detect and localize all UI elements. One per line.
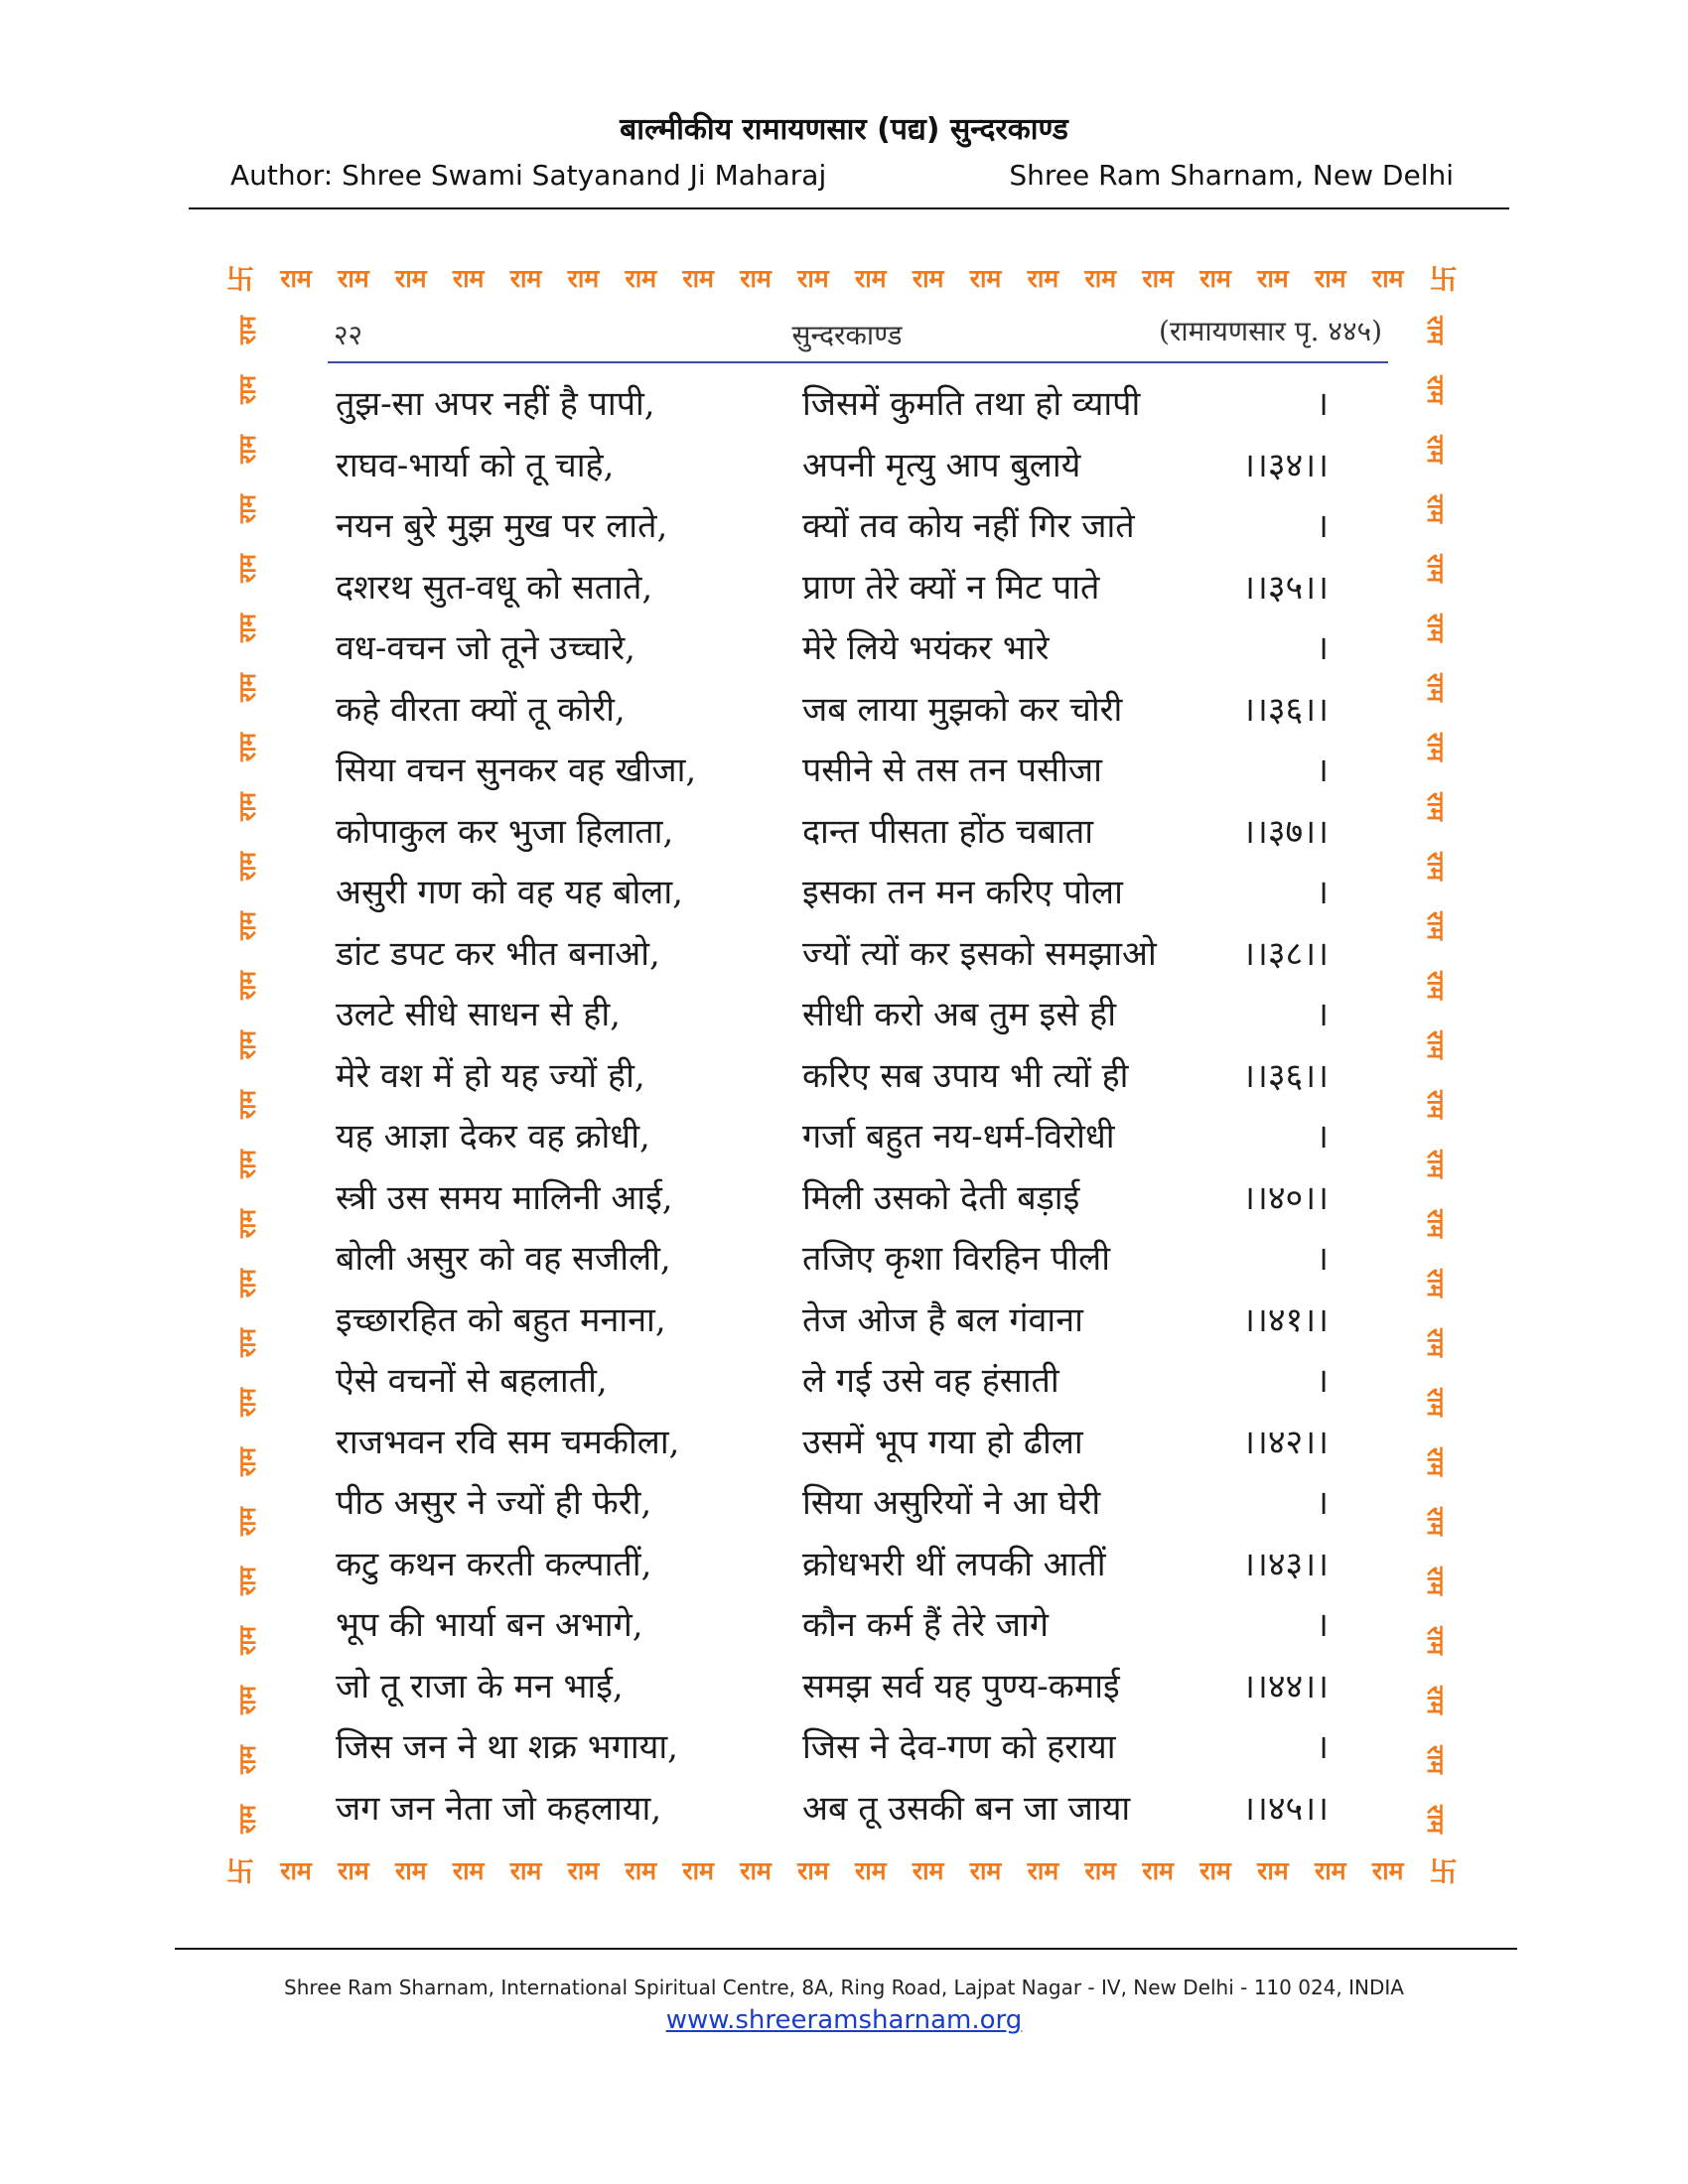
border-word: राम <box>1422 434 1450 464</box>
border-word: राम <box>234 315 262 344</box>
swastika-icon: 卐 <box>1429 1855 1458 1888</box>
border-word: राम <box>1422 493 1450 523</box>
border-word: राम <box>969 264 1002 293</box>
border-word: राम <box>625 1856 657 1885</box>
border-word: राम <box>234 1268 262 1297</box>
border-word: राम <box>1422 851 1450 881</box>
border-word: राम <box>1027 264 1059 293</box>
verse-second-half: दान्त पीसता होंठ चबाता <box>802 811 1094 852</box>
border-word: राम <box>1422 1387 1450 1417</box>
border-word: राम <box>625 264 657 293</box>
border-word: राम <box>1422 1327 1450 1357</box>
border-word: राम <box>234 1327 262 1357</box>
border-word: राम <box>1199 1856 1231 1885</box>
border-word: राम <box>234 374 262 404</box>
verse-number: । <box>1316 1361 1329 1401</box>
page-header <box>306 310 1388 353</box>
border-word: राम <box>1422 1625 1450 1655</box>
verse-line <box>306 675 1388 737</box>
verse-number: ।।३७।। <box>1242 811 1329 852</box>
verse-second-half: मिली उसको देती बड़ाई <box>802 1177 1080 1218</box>
verse-line <box>306 1530 1388 1591</box>
verse-number: ।।३४।। <box>1242 445 1329 485</box>
border-word: राम <box>509 1856 542 1885</box>
verse-second-half: अपनी मृत्यु आप बुलाये <box>802 445 1081 485</box>
verse-number: । <box>1316 506 1329 546</box>
verse-second-half: करिए सब उपाय भी त्यों ही <box>802 1055 1129 1096</box>
page-number: २२ <box>334 319 363 351</box>
border-word: राम <box>338 1856 369 1885</box>
verse-second-half: उसमें भूप गया हो ढीला <box>802 1422 1083 1462</box>
verse-line <box>306 1408 1388 1469</box>
section-title: सुन्दरकाण्ड <box>791 319 903 351</box>
border-word: राम <box>234 493 262 523</box>
verse-second-half: इसका तन मन करिए पोला <box>802 873 1123 912</box>
verse-second-half: समझ सर्व यह पुण्य-कमाई <box>802 1666 1120 1706</box>
verse-first-half: राघव-भार्या को तू चाहे, <box>336 445 615 485</box>
border-word: राम <box>1422 1089 1450 1119</box>
border-word: राम <box>740 264 772 293</box>
border-word: राम <box>1314 1856 1346 1885</box>
verse-number: ।।४४।। <box>1242 1666 1329 1706</box>
border-word: राम <box>234 1685 262 1714</box>
border-right <box>1414 300 1458 1848</box>
border-word: राम <box>567 264 600 293</box>
border-word: राम <box>1422 672 1450 702</box>
verse-line <box>306 1102 1388 1163</box>
document-title: बाल्मीकीय रामायणसार (पद्य) सुन्दरकाण्ड <box>620 112 1068 147</box>
border-word: राम <box>740 1856 772 1885</box>
border-word: राम <box>1422 613 1450 642</box>
border-word: राम <box>1422 553 1450 583</box>
verse-first-half: राजभवन रवि सम चमकीला, <box>336 1422 680 1462</box>
verse-line <box>306 1712 1388 1774</box>
verse-first-half: नयन बुरे मुझ मुख पर लाते, <box>336 506 668 546</box>
verse-number: ।।४१।। <box>1242 1299 1329 1340</box>
verse-first-half: जग जन नेता जो कहलाया, <box>336 1788 662 1829</box>
border-left <box>226 300 270 1848</box>
verse-first-half: इच्छारहित को बहुत मनाना, <box>336 1299 666 1340</box>
border-word: राम <box>1142 1856 1175 1885</box>
verse-first-half: सिया वचन सुनकर वह खीजा, <box>336 751 697 790</box>
border-word: राम <box>234 1387 262 1417</box>
verse-number: । <box>1316 1483 1329 1523</box>
border-word: राम <box>1422 1446 1450 1476</box>
verse-second-half: प्राण तेरे क्यों न मिट पाते <box>802 567 1100 608</box>
border-word: राम <box>234 910 262 940</box>
border-word: राम <box>452 1856 485 1885</box>
verse-number: । <box>1316 1605 1329 1645</box>
verse-first-half: जो तू राजा के मन भाई, <box>336 1666 624 1706</box>
border-word: राम <box>234 1149 262 1178</box>
border-word: राम <box>234 1506 262 1536</box>
border-word: राम <box>682 264 715 293</box>
verse-first-half: ऐसे वचनों से बहलाती, <box>336 1361 608 1401</box>
verse-number: । <box>1316 751 1329 790</box>
border-word: राम <box>234 1208 262 1238</box>
border-word: राम <box>1314 264 1346 293</box>
verse-second-half: जिस ने देव-गण को हराया <box>802 1727 1116 1767</box>
border-word: राम <box>1422 970 1450 1000</box>
bottom-rule <box>175 1948 1517 1950</box>
verse-first-half: तुझ-सा अपर नहीं है पापी, <box>336 384 655 424</box>
verse-line <box>306 614 1388 675</box>
verse-line <box>306 1774 1388 1836</box>
verse-first-half: स्त्री उस समय मालिनी आई, <box>336 1177 673 1218</box>
verse-first-half: वध-वचन जो तूने उच्चारे, <box>336 628 635 668</box>
verse-second-half: सीधी करो अब तुम इसे ही <box>802 995 1117 1034</box>
border-word: राम <box>1422 1149 1450 1178</box>
verse-first-half: डांट डपट कर भीत बनाओ, <box>336 933 660 974</box>
verse-second-half: जिसमें कुमति तथा हो व्यापी <box>802 384 1141 424</box>
verse-line <box>306 1468 1388 1530</box>
verse-first-half: भूप की भार्या बन अभागे, <box>336 1605 643 1645</box>
border-word: राम <box>1027 1856 1059 1885</box>
border-word: राम <box>1422 1029 1450 1059</box>
verse-first-half: पीठ असुर ने ज्यों ही फेरी, <box>336 1483 652 1523</box>
verse-number: । <box>1316 873 1329 912</box>
border-word: राम <box>1371 264 1404 293</box>
verse-line <box>306 1590 1388 1652</box>
border-word: राम <box>567 1856 600 1885</box>
border-word: राम <box>1422 374 1450 404</box>
verse-second-half: पसीने से तस तन पसीजा <box>802 751 1102 790</box>
footer-address: Shree Ram Sharnam, International Spiritual Centre, 8A, Ring Road, Lajpat Nagar - IV, New Delhi - 110 024, INDIA <box>284 1976 1404 1999</box>
border-word: राम <box>234 1446 262 1476</box>
border-word: राम <box>1084 264 1117 293</box>
verse-second-half: तजिए कृशा विरहिन पीली <box>802 1239 1110 1279</box>
organization-line: Shree Ram Sharnam, New Delhi <box>1009 159 1454 192</box>
verse-second-half: क्रोधभरी थीं लपकी आतीं <box>802 1544 1106 1584</box>
website-link[interactable]: www.shreeramsharnam.org <box>665 2005 1023 2035</box>
verse-first-half: जिस जन ने था शक्र भगाया, <box>336 1727 678 1767</box>
border-word: राम <box>1422 315 1450 344</box>
verse-first-half: कटु कथन करती कल्पातीं, <box>336 1544 652 1584</box>
border-word: राम <box>1422 1208 1450 1238</box>
border-word: राम <box>1422 910 1450 940</box>
border-bottom <box>226 1848 1458 1892</box>
verse-number: ।।४०।। <box>1242 1177 1329 1218</box>
verse-line <box>306 736 1388 797</box>
border-word: राम <box>394 1856 427 1885</box>
verse-list <box>306 369 1388 1835</box>
verse-second-half: मेरे लिये भयंकर भारे <box>802 628 1050 668</box>
border-word: राम <box>1422 1566 1450 1595</box>
border-word: राम <box>1199 264 1231 293</box>
border-word: राम <box>234 1744 262 1774</box>
verse-number: ।।४२।। <box>1242 1422 1329 1462</box>
border-word: राम <box>509 264 542 293</box>
verse-first-half: असुरी गण को वह यह बोला, <box>336 873 683 912</box>
verse-line <box>306 553 1388 614</box>
border-word: राम <box>854 1856 887 1885</box>
border-word: राम <box>452 264 485 293</box>
border-word: राम <box>1084 1856 1117 1885</box>
verse-line <box>306 369 1388 431</box>
verse-first-half: बोली असुर को वह सजीली, <box>336 1239 671 1279</box>
verse-second-half: तेज ओज है बल गंवाना <box>802 1299 1083 1340</box>
verse-second-half: ले गई उसे वह हंसाती <box>802 1361 1059 1401</box>
page-reference: (रामायणसार पृ. ४४५) <box>1159 315 1382 347</box>
border-word: राम <box>234 434 262 464</box>
border-word: राम <box>1422 1685 1450 1714</box>
verse-first-half: मेरे वश में हो यह ज्यों ही, <box>336 1055 645 1096</box>
border-word: राम <box>234 1625 262 1655</box>
border-word: राम <box>797 1856 829 1885</box>
border-word: राम <box>1422 1268 1450 1297</box>
verse-line <box>306 1652 1388 1713</box>
border-word: राम <box>1422 1744 1450 1774</box>
verse-number: । <box>1316 1239 1329 1279</box>
verse-number: । <box>1316 384 1329 424</box>
border-word: राम <box>280 264 312 293</box>
border-word: राम <box>234 732 262 761</box>
border-word: राम <box>1422 1804 1450 1834</box>
border-top <box>226 256 1458 300</box>
swastika-icon: 卐 <box>226 263 255 296</box>
header-rule <box>328 361 1388 363</box>
verse-line <box>306 980 1388 1041</box>
verse-line <box>306 491 1388 553</box>
verse-second-half: ज्यों त्यों कर इसको समझाओ <box>802 933 1157 974</box>
border-word: राम <box>797 264 829 293</box>
verse-line <box>306 1041 1388 1103</box>
border-word: राम <box>234 613 262 642</box>
verse-second-half: क्यों तव कोय नहीं गिर जाते <box>802 506 1135 546</box>
border-word: राम <box>1422 791 1450 821</box>
verse-first-half: कोपाकुल कर भुजा हिलाता, <box>336 811 674 852</box>
border-word: राम <box>338 264 369 293</box>
verse-second-half: कौन कर्म हैं तेरे जागे <box>802 1605 1049 1645</box>
swastika-icon: 卐 <box>226 1855 255 1888</box>
verse-line <box>306 1224 1388 1286</box>
verse-first-half: यह आज्ञा देकर वह क्रोधी, <box>336 1117 650 1157</box>
verse-number: ।।३८।। <box>1242 933 1329 974</box>
border-word: राम <box>234 553 262 583</box>
verse-line <box>306 1286 1388 1347</box>
border-word: राम <box>912 1856 944 1885</box>
swastika-icon: 卐 <box>1429 263 1458 296</box>
border-word: राम <box>1257 264 1289 293</box>
border-word: राम <box>234 851 262 881</box>
border-word: राम <box>234 1089 262 1119</box>
border-word: राम <box>854 264 887 293</box>
border-word: राम <box>1422 1506 1450 1536</box>
verse-line <box>306 797 1388 859</box>
verse-line <box>306 1163 1388 1225</box>
verse-second-half: गर्जा बहुत नय-धर्म-विरोधी <box>802 1117 1115 1157</box>
border-word: राम <box>1422 732 1450 761</box>
verse-number: ।।३६।। <box>1242 1055 1329 1096</box>
verse-line <box>306 919 1388 981</box>
border-word: राम <box>394 264 427 293</box>
verse-number: । <box>1316 1727 1329 1767</box>
border-word: राम <box>1257 1856 1289 1885</box>
verse-number: ।।४३।। <box>1242 1544 1329 1584</box>
verse-number: । <box>1316 995 1329 1034</box>
border-word: राम <box>969 1856 1002 1885</box>
border-word: राम <box>234 1566 262 1595</box>
border-word: राम <box>234 791 262 821</box>
border-word: राम <box>1371 1856 1404 1885</box>
page-content <box>306 300 1388 1848</box>
border-word: राम <box>1142 264 1175 293</box>
verse-first-half: उलटे सीधे साधन से ही, <box>336 995 621 1034</box>
border-word: राम <box>234 1804 262 1834</box>
verse-number: ।।३५।। <box>1242 567 1329 608</box>
verse-number: । <box>1316 628 1329 668</box>
verse-line <box>306 858 1388 919</box>
border-word: राम <box>280 1856 312 1885</box>
border-word: राम <box>234 672 262 702</box>
border-word: राम <box>912 264 944 293</box>
verse-line <box>306 1346 1388 1408</box>
verse-second-half: अब तू उसकी बन जा जाया <box>802 1788 1131 1829</box>
page-frame <box>226 256 1458 1894</box>
border-word: राम <box>234 970 262 1000</box>
verse-second-half: सिया असुरियों ने आ घेरी <box>802 1483 1101 1523</box>
verse-line <box>306 431 1388 492</box>
border-word: राम <box>682 1856 715 1885</box>
verse-second-half: जब लाया मुझको कर चोरी <box>802 689 1123 730</box>
verse-number: । <box>1316 1117 1329 1157</box>
verse-first-half: कहे वीरता क्यों तू कोरी, <box>336 689 626 730</box>
verse-first-half: दशरथ सुत-वधू को सताते, <box>336 567 653 608</box>
top-rule <box>189 207 1509 209</box>
verse-number: ।।४५।। <box>1242 1788 1329 1829</box>
author-line: Author: Shree Swami Satyanand Ji Maharaj <box>230 159 827 192</box>
verse-number: ।।३६।। <box>1242 689 1329 730</box>
border-word: राम <box>234 1029 262 1059</box>
